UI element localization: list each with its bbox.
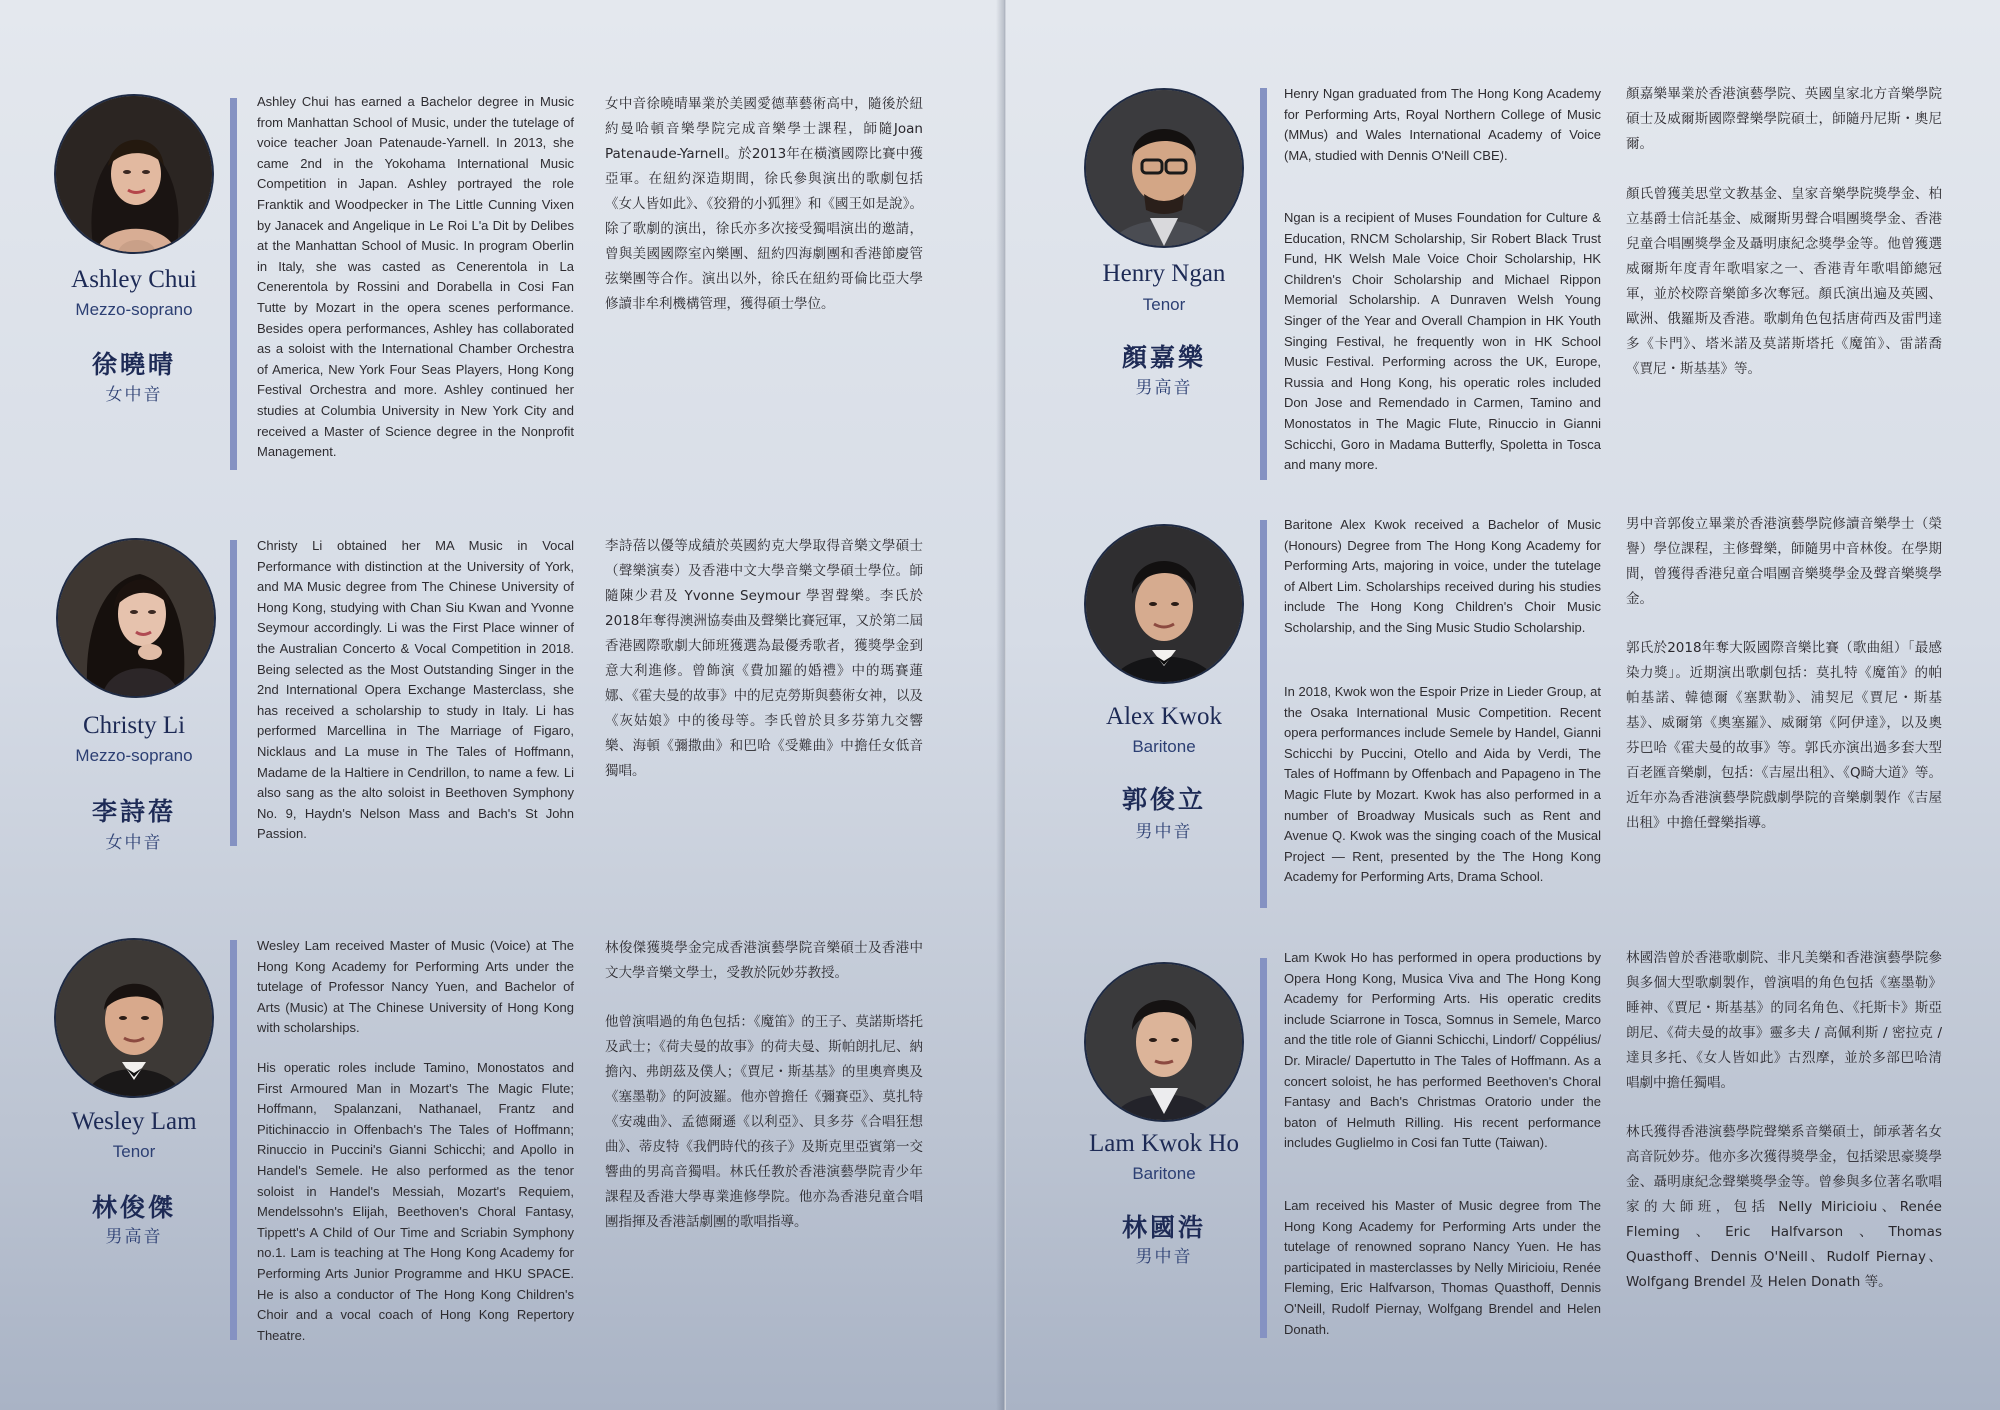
portrait-henry-ngan — [1086, 90, 1242, 246]
accent-bar — [1260, 88, 1267, 480]
chinese-voice-type: 男高音 — [105, 1227, 163, 1246]
chinese-bio-paragraph: 女中音徐曉晴畢業於美國愛德華藝術高中，隨後於紐約曼哈頓音樂學院完成音樂學士課程，師隨Joan Patenaude-Yarnell。於2013年在橫濱國際比賽中獲亞軍。在紐約深造期間，徐氏參與演出的歌劇包括《女人皆如此》、《狡猾的小狐狸》和《國王如是說》。除了歌劇的演出，徐氏亦多次接受獨唱演出的邀請，曾與美國國際室內樂團、紐約四海劇團和香港節慶管弦樂團等合作。演出以外，徐氏在紐約哥倫比亞大學修讀非牟利機構管理，獲得碩士學位。 — [605, 96, 923, 312]
chinese-voice-type: 男中音 — [1135, 1247, 1193, 1266]
chinese-bio-paragraph: 林俊傑獲獎學金完成香港演藝學院音樂碩士及香港中文大學音樂文學士，受教於阮妙芬教授。 — [605, 940, 923, 981]
performer-name: Alex Kwok — [1106, 703, 1222, 730]
chinese-bio-paragraph: 顏氏曾獲美思堂文教基金、皇家音樂學院獎學金、柏立基爵士信託基金、威爾斯男聲合唱團獎學金、香港兒童合唱團獎學金及聶明康紀念獎學金等。他曾獲選威爾斯年度青年歌唱家之一、香港青年歌唱節總冠軍，並於校際音樂節多次奪冠。顏氏演出遍及英國、歐洲、俄羅斯及香港。歌劇角色包括唐荷西及雷門達多《卡門》、塔米諾及莫諾斯塔托《魔笛》、雷諾喬《賈尼・斯基基》等。 — [1626, 186, 1942, 377]
accent-bar — [230, 540, 237, 846]
performer-chinese-name: 徐曉晴 — [91, 350, 176, 379]
chinese-bio-paragraph: 李詩蓓以優等成績於英國約克大學取得音樂文學碩士（聲樂演奏）及香港中文大學音樂文學碩士學位。師隨陳少君及 Yvonne Seymour 學習聲樂。李氏於2018年奪得澳洲協奏曲及聲樂比賽冠軍，又於第二屆香港國際歌劇大師班獲選為最優秀歌者，獲獎學金到意大利進修。曾飾演《費加羅的婚禮》中的瑪賽蓮娜、《霍夫曼的故事》中的尼克勞斯與藝術女神，以及《灰姑娘》中的後母等。李氏曾於貝多芬第九交響樂、海頓《彌撒曲》和巴哈《受難曲》中擔任女低音獨唱。 — [605, 538, 923, 779]
voice-type: Baritone — [1132, 1164, 1196, 1183]
portrait-ashley-chui — [56, 96, 212, 252]
english-bio-paragraph: Henry Ngan graduated from The Hong Kong Academy for Performing Arts, Royal Northern College of Music (MMus) and Wales International Academy of Voice (MA, studied with Dennis O'Neill CBE). — [1284, 86, 1601, 163]
chinese-bio-paragraph: 顏嘉樂畢業於香港演藝學院、英國皇家北方音樂學院碩士及威爾斯國際聲樂學院碩士，師隨丹尼斯・奧尼爾。 — [1626, 86, 1942, 152]
english-bio-paragraph: Ashley Chui has earned a Bachelor degree in Music from Manhattan School of Music, under the tutelage of voice teacher Joan Patenaude-Yarnell. In 2013, she came 2nd in the Yokohama International Music Competition in Japan. Ashley portrayed the role Franktik and Woodpecker in The Little Cunning Vixen by Janacek and Angelique in Le Roi L'a Dit by Delibes at the Manhattan School of Music. In program Oberlin in Italy, she was casted as Cenerentola in La Cenerentola by Rossini and Dorabella in Cosi Fan Tutte by Mozart in the opera scenes performance. Besides opera performances, Ashley has collaborated as a soloist with the International Chamber Orchestra of America, New York Four Seas Players, Hong Kong Festival Orchestra and more. Ashley continued her studies at Columbia University in New York City and received a Master of Science degree in the Nonprofit Management. — [257, 94, 574, 460]
performer-chinese-name: 顏嘉樂 — [1121, 343, 1206, 372]
performer-chinese-name: 林國浩 — [1121, 1213, 1206, 1242]
english-bio-paragraph: His operatic roles include Tamino, Monostatos and First Armoured Man in Mozart's The Magic Flute; Hoffmann, Spalanzani, Nathanael, Frantz and Pitichinaccio in Offenbach's The Tales of Hoffmann; Rinuccio in Puccini's Gianni Schicchi; and Apollo in Handel's Semele. He also performed as the tenor soloist in Handel's Messiah, Mozart's Requiem, Mendelssohn's Elijah, Beethoven's Choral Fantasy, Tippett's A Child of Our Time and Scriabin Symphony no.1. Lam is teaching at The Hong Kong Academy for Performing Arts Junior Programme and HKU SPACE. He is also a conductor of The Hong Kong Children's Choir and a vocal coach of Hong Kong Repertory Theatre. — [257, 1060, 574, 1343]
english-bio-paragraph: Baritone Alex Kwok received a Bachelor of Music (Honours) Degree from The Hong Kong Academy for Performing Arts, majoring in voice, under the tutelage of Albert Lim. Scholarships received during his studies include The Hong Kong Children's Choir Music Scholarship, and the Sing Music Studio Scholarship. — [1284, 517, 1601, 635]
accent-bar — [1260, 520, 1267, 908]
performer-chinese-name: 李詩蓓 — [91, 797, 176, 826]
english-bio-paragraph: Ngan is a recipient of Muses Foundation for Culture & Education, RNCM Scholarship, Sir Robert Black Trust Fund, HK Welsh Male Voice Choir Scholarship, HK Children's Choir Scholarship and Michael Rippon Memorial Scholarship. A Dunraven Welsh Young Singer of the Year and Overall Champion in HK Youth Singing Festival, he frequently won in HK School Music Festival. Performing across the UK, Europe, Russia and Hong Kong, his operatic roles included Don Jose and Remendado in Carmen, Tamino and Monostatos in The Magic Flute, Rinuccio in Gianni Schicchi, Goro in Madama Butterfly, Spoletta in Tosca and many more. — [1284, 210, 1601, 473]
chinese-bio-paragraph: 林氏獲得香港演藝學院聲樂系音樂碩士，師承著名女高音阮妙芬。他亦多次獲得獎學金，包括梁思豪獎學金、聶明康紀念聲樂獎學金等。曾參與多位著名歌唱家的大師班，包括 Nelly Miricioiu、Renée Fleming、Eric Halfvarson、Thomas Quasthoff、Dennis O'Neill、Rudolf Piernay、Wolfgang Brendel 及 Helen Donath 等。 — [1626, 1124, 1942, 1290]
performer-chinese-name: 林俊傑 — [91, 1193, 176, 1222]
chinese-bio-paragraph: 男中音郭俊立畢業於香港演藝學院修讀音樂學士（榮譽）學位課程，主修聲樂，師隨男中音林俊。在學期間，曾獲得香港兒童合唱團音樂獎學金及聲音樂獎學金。 — [1626, 516, 1942, 607]
performer-name: Wesley Lam — [71, 1108, 197, 1135]
english-bio-paragraph: Christy Li obtained her MA Music in Vocal Performance with distinction at the University of York, and MA Music degree from The Chinese University of Hong Kong, studying with Chan Siu Kwan and Yvonne Seymour accordingly. Li was the First Place winner of the Australian Concerto & Vocal Competition in 2018. Being selected as the Most Outstanding Singer in the 2nd International Opera Exchange Masterclass, she has received a scholarship to study in Italy. Li has performed Marcellina in The Marriage of Figaro, Nicklaus and La muse in The Tales of Hoffmann, Madame de la Haltiere in Cendrillon, to name a few. Li also sang as the alto soloist in Beethoven Symphony No. 9, Haydn's Nelson Mass and Bach's St John Passion. — [257, 538, 574, 842]
portrait-alex-kwok — [1086, 526, 1242, 682]
voice-type: Mezzo-soprano — [75, 300, 193, 319]
english-bio-paragraph: Lam Kwok Ho has performed in opera productions by Opera Hong Kong, Musica Viva and The Hong Kong Academy for Performing Arts. His operatic credits include Sciarrone in Tosca, Somnus in Semele, Marco and the title role of Gianni Schicchi, Lindorf/ Coppélius/ Dr. Miracle/ Dapertutto in The Tales of Hoffmann. As a concert soloist, he has performed Beethoven's Choral Fantasy and Bach's Christmas Oratorio under the baton of Helmuth Rilling. His recent performance includes Guglielmo in Cosi fan Tutte (Taiwan). — [1284, 950, 1601, 1151]
right-page — [1006, 0, 2000, 1410]
chinese-bio-paragraph: 他曾演唱過的角色包括：《魔笛》的王子、莫諾斯塔托及武士；《荷夫曼的故事》的荷夫曼、斯帕朗扎尼、納擔內、弗朗茲及僕人；《賈尼・斯基基》的里奧齊奧及《塞墨勒》的阿波羅。他亦曾擔任《彌賽亞》、莫扎特《安魂曲》、孟德爾遜《以利亞》、貝多芬《合唱狂想曲》、蒂皮特《我們時代的孩子》及斯克里亞賓第一交響曲的男高音獨唱。林氏任教於香港演藝學院青少年課程及香港大學專業進修學院。他亦為香港兒童合唱團指揮及香港話劇團的歌唱指導。 — [605, 1014, 923, 1230]
performer-name: Henry Ngan — [1102, 260, 1226, 287]
english-bio-paragraph: Lam received his Master of Music degree from The Hong Kong Academy for Performing Arts under the tutelage of renowned soprano Nancy Yuen. He has participated in masterclasses by Nelly Miricioiu, Renée Fleming, Eric Halfvarson, Thomas Quasthoff, Dennis O'Neill, Rudolf Piernay, Wolfgang Brendel and Helen Donath. — [1284, 1198, 1601, 1337]
voice-type: Mezzo-soprano — [75, 746, 193, 765]
voice-type: Tenor — [112, 1142, 156, 1161]
performer-name: Christy Li — [82, 712, 186, 739]
performer-name: Lam Kwok Ho — [1089, 1130, 1239, 1157]
accent-bar — [230, 98, 237, 470]
chinese-voice-type: 男中音 — [1135, 822, 1193, 841]
chinese-voice-type: 男高音 — [1135, 378, 1193, 397]
voice-type: Baritone — [1132, 737, 1196, 756]
portrait-wesley-lam — [56, 940, 212, 1096]
chinese-voice-type: 女中音 — [105, 833, 163, 852]
chinese-bio-paragraph: 林國浩曾於香港歌劇院、非凡美樂和香港演藝學院參與多個大型歌劇製作，曾演唱的角色包括《塞墨勒》睡神、《賈尼・斯基基》的同名角色、《托斯卡》斯亞朗尼、《荷夫曼的故事》靈多夫 / 高佩利斯 / 密拉克 / 達貝多托、《女人皆如此》古烈摩，並於多部巴哈清唱劇中擔任獨唱。 — [1626, 950, 1942, 1091]
english-bio-paragraph: In 2018, Kwok won the Espoir Prize in Lieder Group, at the Osaka International Music Competition. Recent opera performances include Semele by Handel, Gianni Schicchi by Puccini, Otello and Aida by Verdi, The Tales of Hoffmann by Offenbach and Papageno in The Magic Flute by Mozart. Kwok has also performed in a number of Broadway Musicals such as Rent and Avenue Q. Kwok was the singing coach of the Musical Project — Rent, presented by the The Hong Kong Academy for Performing Arts, Drama School. — [1284, 684, 1601, 885]
english-bio-paragraph: Wesley Lam received Master of Music (Voice) at The Hong Kong Academy for Performing Arts under the tutelage of Professor Nancy Yuen, and Bachelor of Arts (Music) at The Chinese University of Hong Kong with scholarships. — [257, 938, 574, 1036]
voice-type: Tenor — [1142, 295, 1186, 314]
accent-bar — [1260, 958, 1267, 1338]
performer-name: Ashley Chui — [71, 266, 197, 293]
accent-bar — [230, 940, 237, 1340]
chinese-voice-type: 女中音 — [105, 385, 163, 404]
chinese-bio-paragraph: 郭氏於2018年奪大阪國際音樂比賽（歌曲組）「最感染力獎」。近期演出歌劇包括：莫扎特《魔笛》的帕帕基諾、韓德爾《塞默勒》、浦契尼《賈尼・斯基基》、威爾第《奧塞羅》、威爾第《阿伊達》，以及奧芬巴哈《霍夫曼的故事》等。郭氏亦演出過多套大型百老匯音樂劇，包括：《吉屋出租》、《Q畸大道》等。近年亦為香港演藝學院戲劇學院的音樂劇製作《吉屋出租》中擔任聲樂指導。 — [1626, 640, 1942, 831]
performer-chinese-name: 郭俊立 — [1121, 785, 1206, 814]
portrait-lam-kwok-ho — [1086, 964, 1242, 1120]
portrait-christy-li — [58, 540, 214, 696]
